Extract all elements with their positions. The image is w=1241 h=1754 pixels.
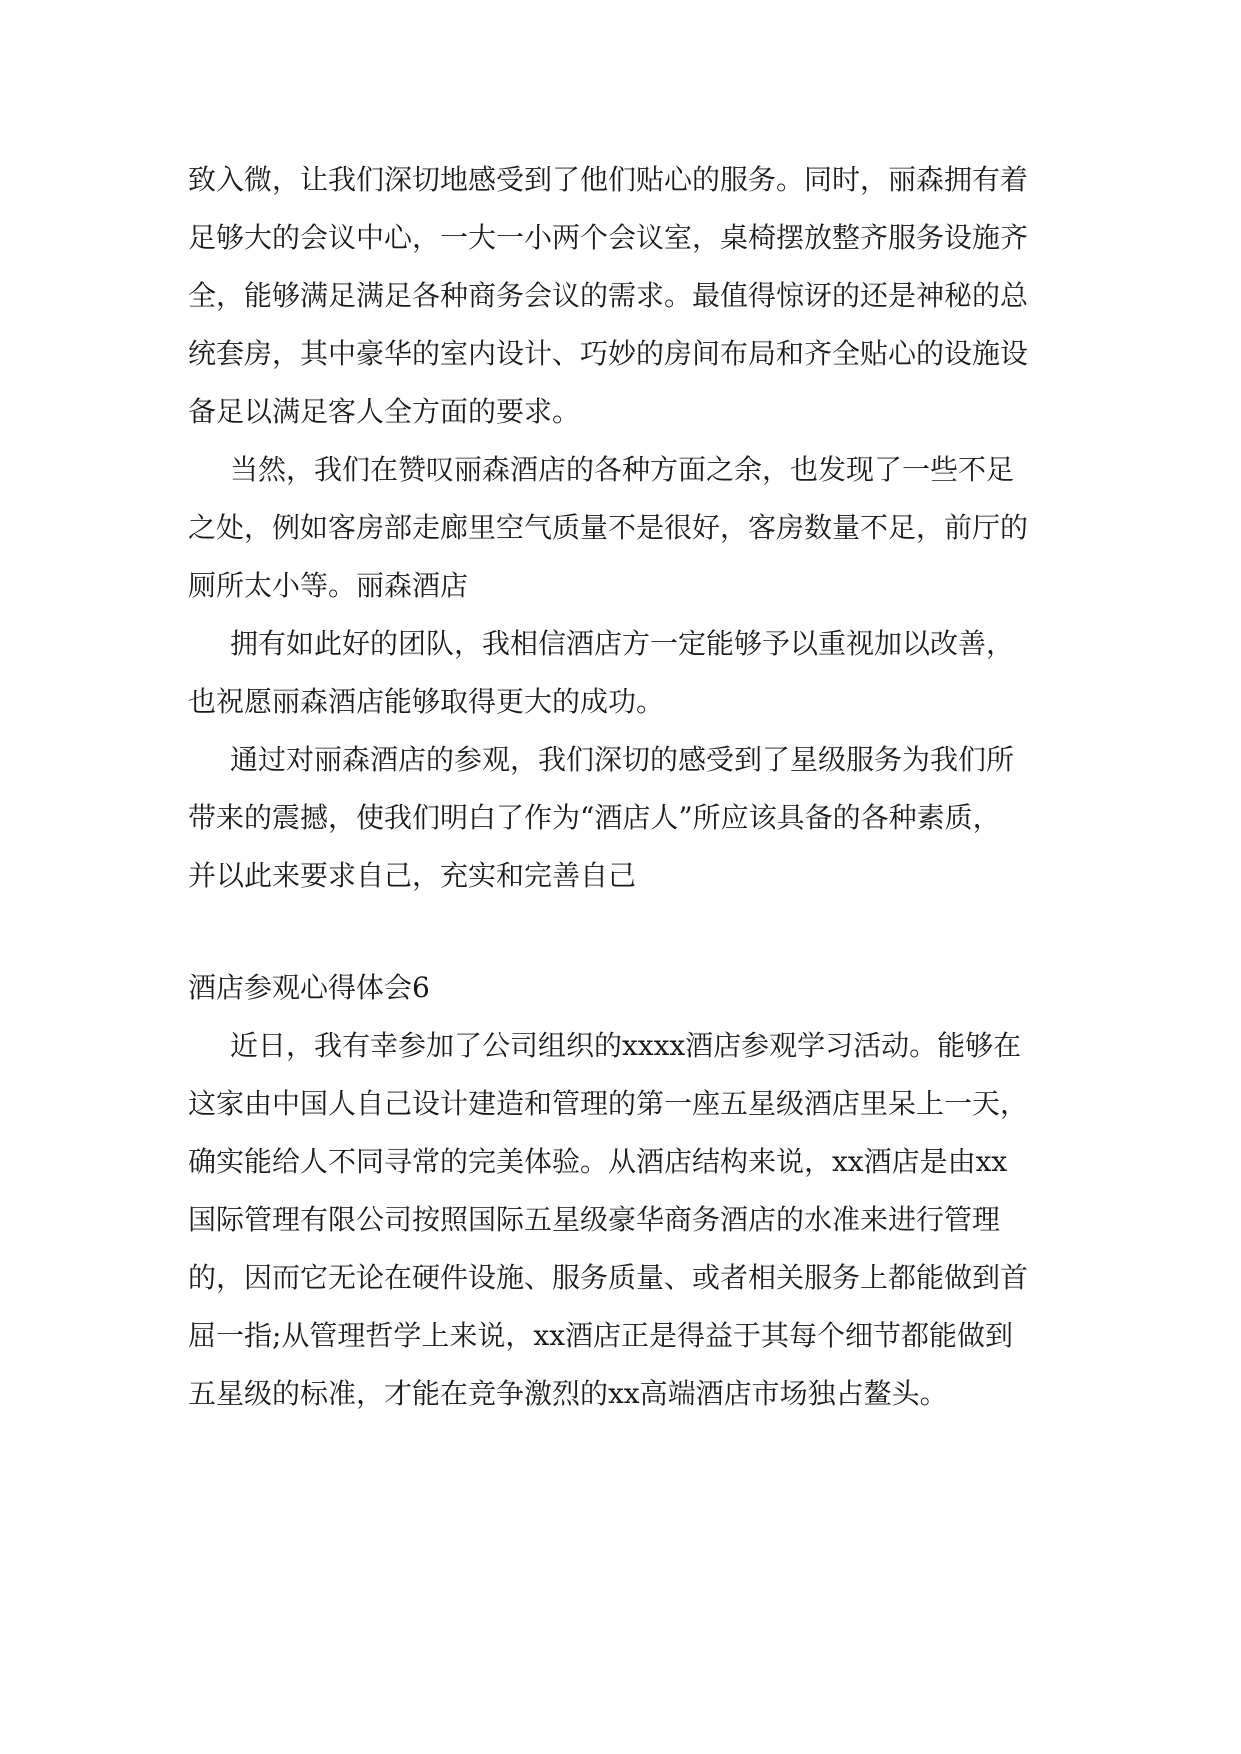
paragraph-5-line-6: 屈一指;从管理哲学上来说，xx酒店正是得益于其每个细节都能做到	[188, 1319, 1014, 1352]
paragraph-5-line-5: 的，因而它无论在硬件设施、服务质量、或者相关服务上都能做到首	[188, 1261, 1029, 1294]
paragraph-4-line-2: 带来的震撼，使我们明白了作为“酒店人”所应该具备的各种素质，	[188, 801, 1001, 834]
paragraph-5-line-3: 确实能给人不同寻常的完美体验。从酒店结构来说，xx酒店是由xx	[188, 1145, 1008, 1178]
paragraph-1-line-3: 全，能够满足满足各种商务会议的需求。最值得惊讶的还是神秘的总	[188, 279, 1029, 312]
paragraph-1-line-1: 致入微，让我们深切地感受到了他们贴心的服务。同时，丽森拥有着	[188, 163, 1029, 196]
paragraph-4-line-3: 并以此来要求自己，充实和完善自己	[188, 859, 637, 892]
section-title: 酒店参观心得体会6	[188, 971, 430, 1004]
paragraph-2-line-1: 当然，我们在赞叹丽森酒店的各种方面之余，也发现了一些不足	[230, 453, 1015, 486]
paragraph-5-line-1: 近日，我有幸参加了公司组织的xxxx酒店参观学习活动。能够在	[230, 1029, 1022, 1062]
paragraph-1-line-4: 统套房，其中豪华的室内设计、巧妙的房间布局和齐全贴心的设施设	[188, 337, 1029, 370]
paragraph-3-line-1: 拥有如此好的团队，我相信酒店方一定能够予以重视加以改善，	[230, 627, 1015, 660]
paragraph-1-line-2: 足够大的会议中心，一大一小两个会议室，桌椅摆放整齐服务设施齐	[188, 221, 1029, 254]
paragraph-4-line-1: 通过对丽森酒店的参观，我们深切的感受到了星级服务为我们所	[230, 743, 1015, 776]
paragraph-5-line-4: 国际管理有限公司按照国际五星级豪华商务酒店的水准来进行管理	[188, 1203, 1001, 1236]
paragraph-5-line-7: 五星级的标准，才能在竞争激烈的xx高端酒店市场独占鳌头。	[188, 1377, 948, 1410]
paragraph-2-line-3: 厕所太小等。丽森酒店	[188, 569, 469, 602]
paragraph-3-line-2: 也祝愿丽森酒店能够取得更大的成功。	[188, 685, 665, 718]
paragraph-5-line-2: 这家由中国人自己设计建造和管理的第一座五星级酒店里呆上一天，	[188, 1087, 1029, 1120]
paragraph-1-line-5: 备足以满足客人全方面的要求。	[188, 395, 581, 428]
paragraph-2-line-2: 之处，例如客房部走廊里空气质量不是很好，客房数量不足，前厅的	[188, 511, 1029, 544]
